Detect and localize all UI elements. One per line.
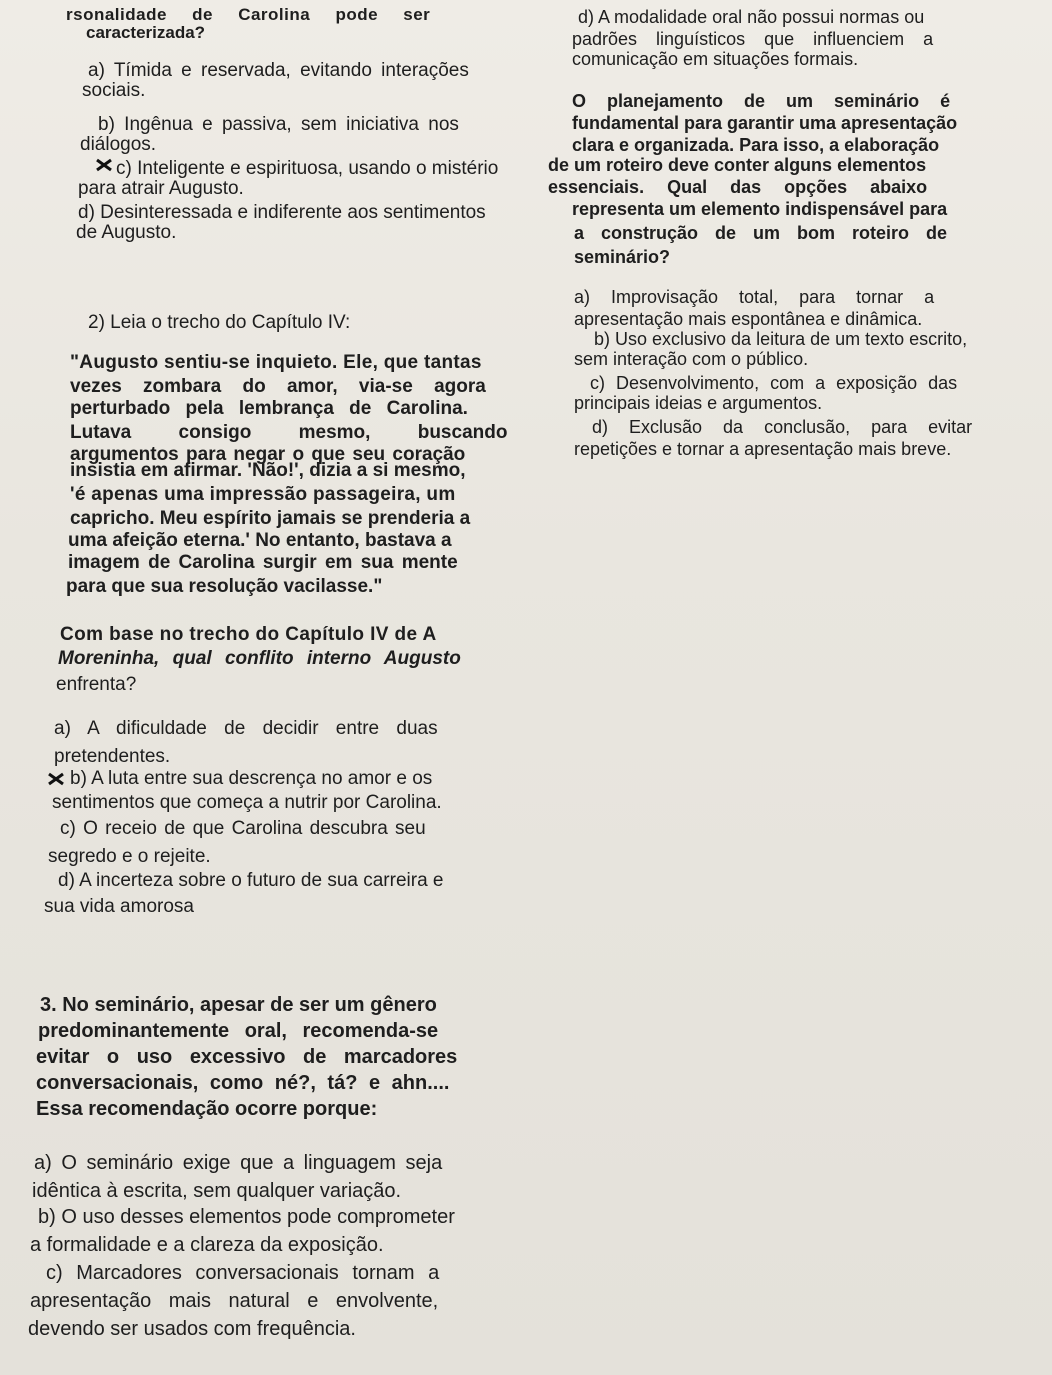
q4-stem-line: a construção de um bom roteiro de: [574, 223, 948, 243]
q1-stem-tail-2: caracterizada?: [86, 23, 206, 42]
q4-option-a-line-2: apresentação mais espontânea e dinâmica.: [574, 309, 923, 329]
q3-stem-line: conversacionais, como né?, tá? e ahn....: [36, 1072, 450, 1094]
q2-excerpt-line: Lutava consigo mesmo, buscando: [70, 422, 508, 443]
q2-option-b-line-1: b) A luta entre sua descrença no amor e os: [70, 768, 433, 789]
q2-excerpt-line: para que sua resolução vacilasse.": [66, 576, 383, 597]
q2-option-d-line-1: d) A incerteza sobre o futuro de sua carreira e: [58, 870, 444, 891]
q3-option-c-line-1: c) Marcadores conversacionais tornam a: [46, 1262, 440, 1284]
q2-option-a-line-1: a) A dificuldade de decidir entre duas: [54, 718, 438, 739]
q1-option-d-line-1: d) Desinteressada e indiferente aos sentimentos: [78, 202, 486, 223]
q1-option-c-line-1: c) Inteligente e espirituosa, usando o mistério: [116, 158, 499, 179]
q2-excerpt-line: perturbado pela lembrança de Carolina.: [70, 398, 468, 419]
q3-option-b-line-1: b) O uso desses elementos pode comprometer: [38, 1206, 455, 1228]
q1-option-a-line-2: sociais.: [82, 80, 146, 101]
q2-option-c-line-1: c) O receio de que Carolina descubra seu: [60, 818, 426, 839]
q2-excerpt-line: uma afeição eterna.' No entanto, bastava a: [68, 530, 452, 551]
q4-stem-line: seminário?: [574, 247, 671, 267]
q3-option-c-line-2: apresentação mais natural e envolvente,: [30, 1290, 439, 1312]
q2-excerpt-line: imagem de Carolina surgir em sua mente: [68, 552, 458, 573]
q4-option-b-line-2: sem interação com o público.: [574, 349, 809, 369]
q3-option-a-line-2: idêntica à escrita, sem qualquer variação.: [32, 1180, 402, 1202]
q3-option-d-line-2: padrões linguísticos que influenciem a: [572, 29, 934, 49]
q2-excerpt-line: vezes zombara do amor, via-se agora: [70, 376, 486, 397]
q2-question-line: enfrenta?: [56, 674, 137, 695]
q2-option-a-line-2: pretendentes.: [54, 746, 171, 767]
q1-option-b-line-2: diálogos.: [80, 134, 157, 155]
q3-stem-line: Essa recomendação ocorre porque:: [36, 1098, 378, 1120]
q1-option-c-line-2: para atrair Augusto.: [78, 178, 244, 199]
q4-stem-line: O planejamento de um seminário é: [572, 91, 951, 111]
q2-excerpt-line: insistia em afirmar. 'Não!', dizia a si mesmo,: [70, 460, 466, 481]
q1-option-b-line-1: b) Ingênua e passiva, sem iniciativa nos: [98, 114, 459, 135]
q2-option-d-line-2: sua vida amorosa: [44, 896, 194, 917]
q3-option-c-line-3: devendo ser usados com frequência.: [28, 1318, 356, 1340]
q3-stem-line: evitar o uso excessivo de marcadores: [36, 1046, 458, 1068]
q4-stem-line: clara e organizada. Para isso, a elaboração: [572, 135, 940, 155]
q4-option-a-line-1: a) Improvisação total, para tornar a: [574, 287, 935, 307]
q4-stem-line: fundamental para garantir uma apresentação: [572, 113, 958, 133]
q4-option-d-line-2: repetições e tornar a apresentação mais breve.: [574, 439, 952, 459]
q1-stem-tail-1: rsonalidade de Carolina pode ser: [66, 5, 431, 24]
q1-option-a-line-1: a) Tímida e reservada, evitando interações: [88, 60, 469, 81]
q2-intro: 2) Leia o trecho do Capítulo IV:: [88, 312, 351, 333]
q3-stem-line: predominantemente oral, recomenda-se: [38, 1020, 439, 1042]
q4-option-b-line-1: b) Uso exclusivo da leitura de um texto escrito,: [594, 329, 968, 349]
q3-option-b-line-2: a formalidade e a clareza da exposição.: [30, 1234, 384, 1256]
q4-stem-line: representa um elemento indispensável para: [572, 199, 948, 219]
q2-option-b-line-2: sentimentos que começa a nutrir por Carolina.: [52, 792, 442, 813]
q4-option-d-line-1: d) Exclusão da conclusão, para evitar: [592, 417, 973, 437]
q2-excerpt-line: 'é apenas uma impressão passageira, um: [70, 484, 456, 505]
q2-question-line: Moreninha, qual conflito interno Augusto: [58, 648, 461, 669]
q4-option-c-line-2: principais ideias e argumentos.: [574, 393, 823, 413]
q2-excerpt-line: capricho. Meu espírito jamais se prenderia a: [70, 508, 471, 529]
q3-option-d-line-3: comunicação em situações formais.: [572, 49, 859, 69]
q4-stem-line: de um roteiro deve conter alguns elementos: [548, 155, 927, 175]
q2-option-c-line-2: segredo e o rejeite.: [48, 846, 211, 867]
q1-option-d-line-2: de Augusto.: [76, 222, 177, 243]
q3-option-d-line-1: d) A modalidade oral não possui normas ou: [578, 7, 925, 27]
q2-question-line: Com base no trecho do Capítulo IV de A: [60, 624, 437, 645]
q4-option-c-line-1: c) Desenvolvimento, com a exposição das: [590, 373, 958, 393]
q2-excerpt-line: "Augusto sentiu-se inquieto. Ele, que tantas: [70, 352, 482, 373]
q4-stem-line: essenciais. Qual das opções abaixo: [548, 177, 928, 197]
q3-stem-line: 3. No seminário, apesar de ser um gênero: [40, 994, 437, 1016]
q2-excerpt-line: argumentos para negar o que seu coração: [70, 444, 466, 465]
q3-option-a-line-1: a) O seminário exige que a linguagem seja: [34, 1152, 443, 1174]
